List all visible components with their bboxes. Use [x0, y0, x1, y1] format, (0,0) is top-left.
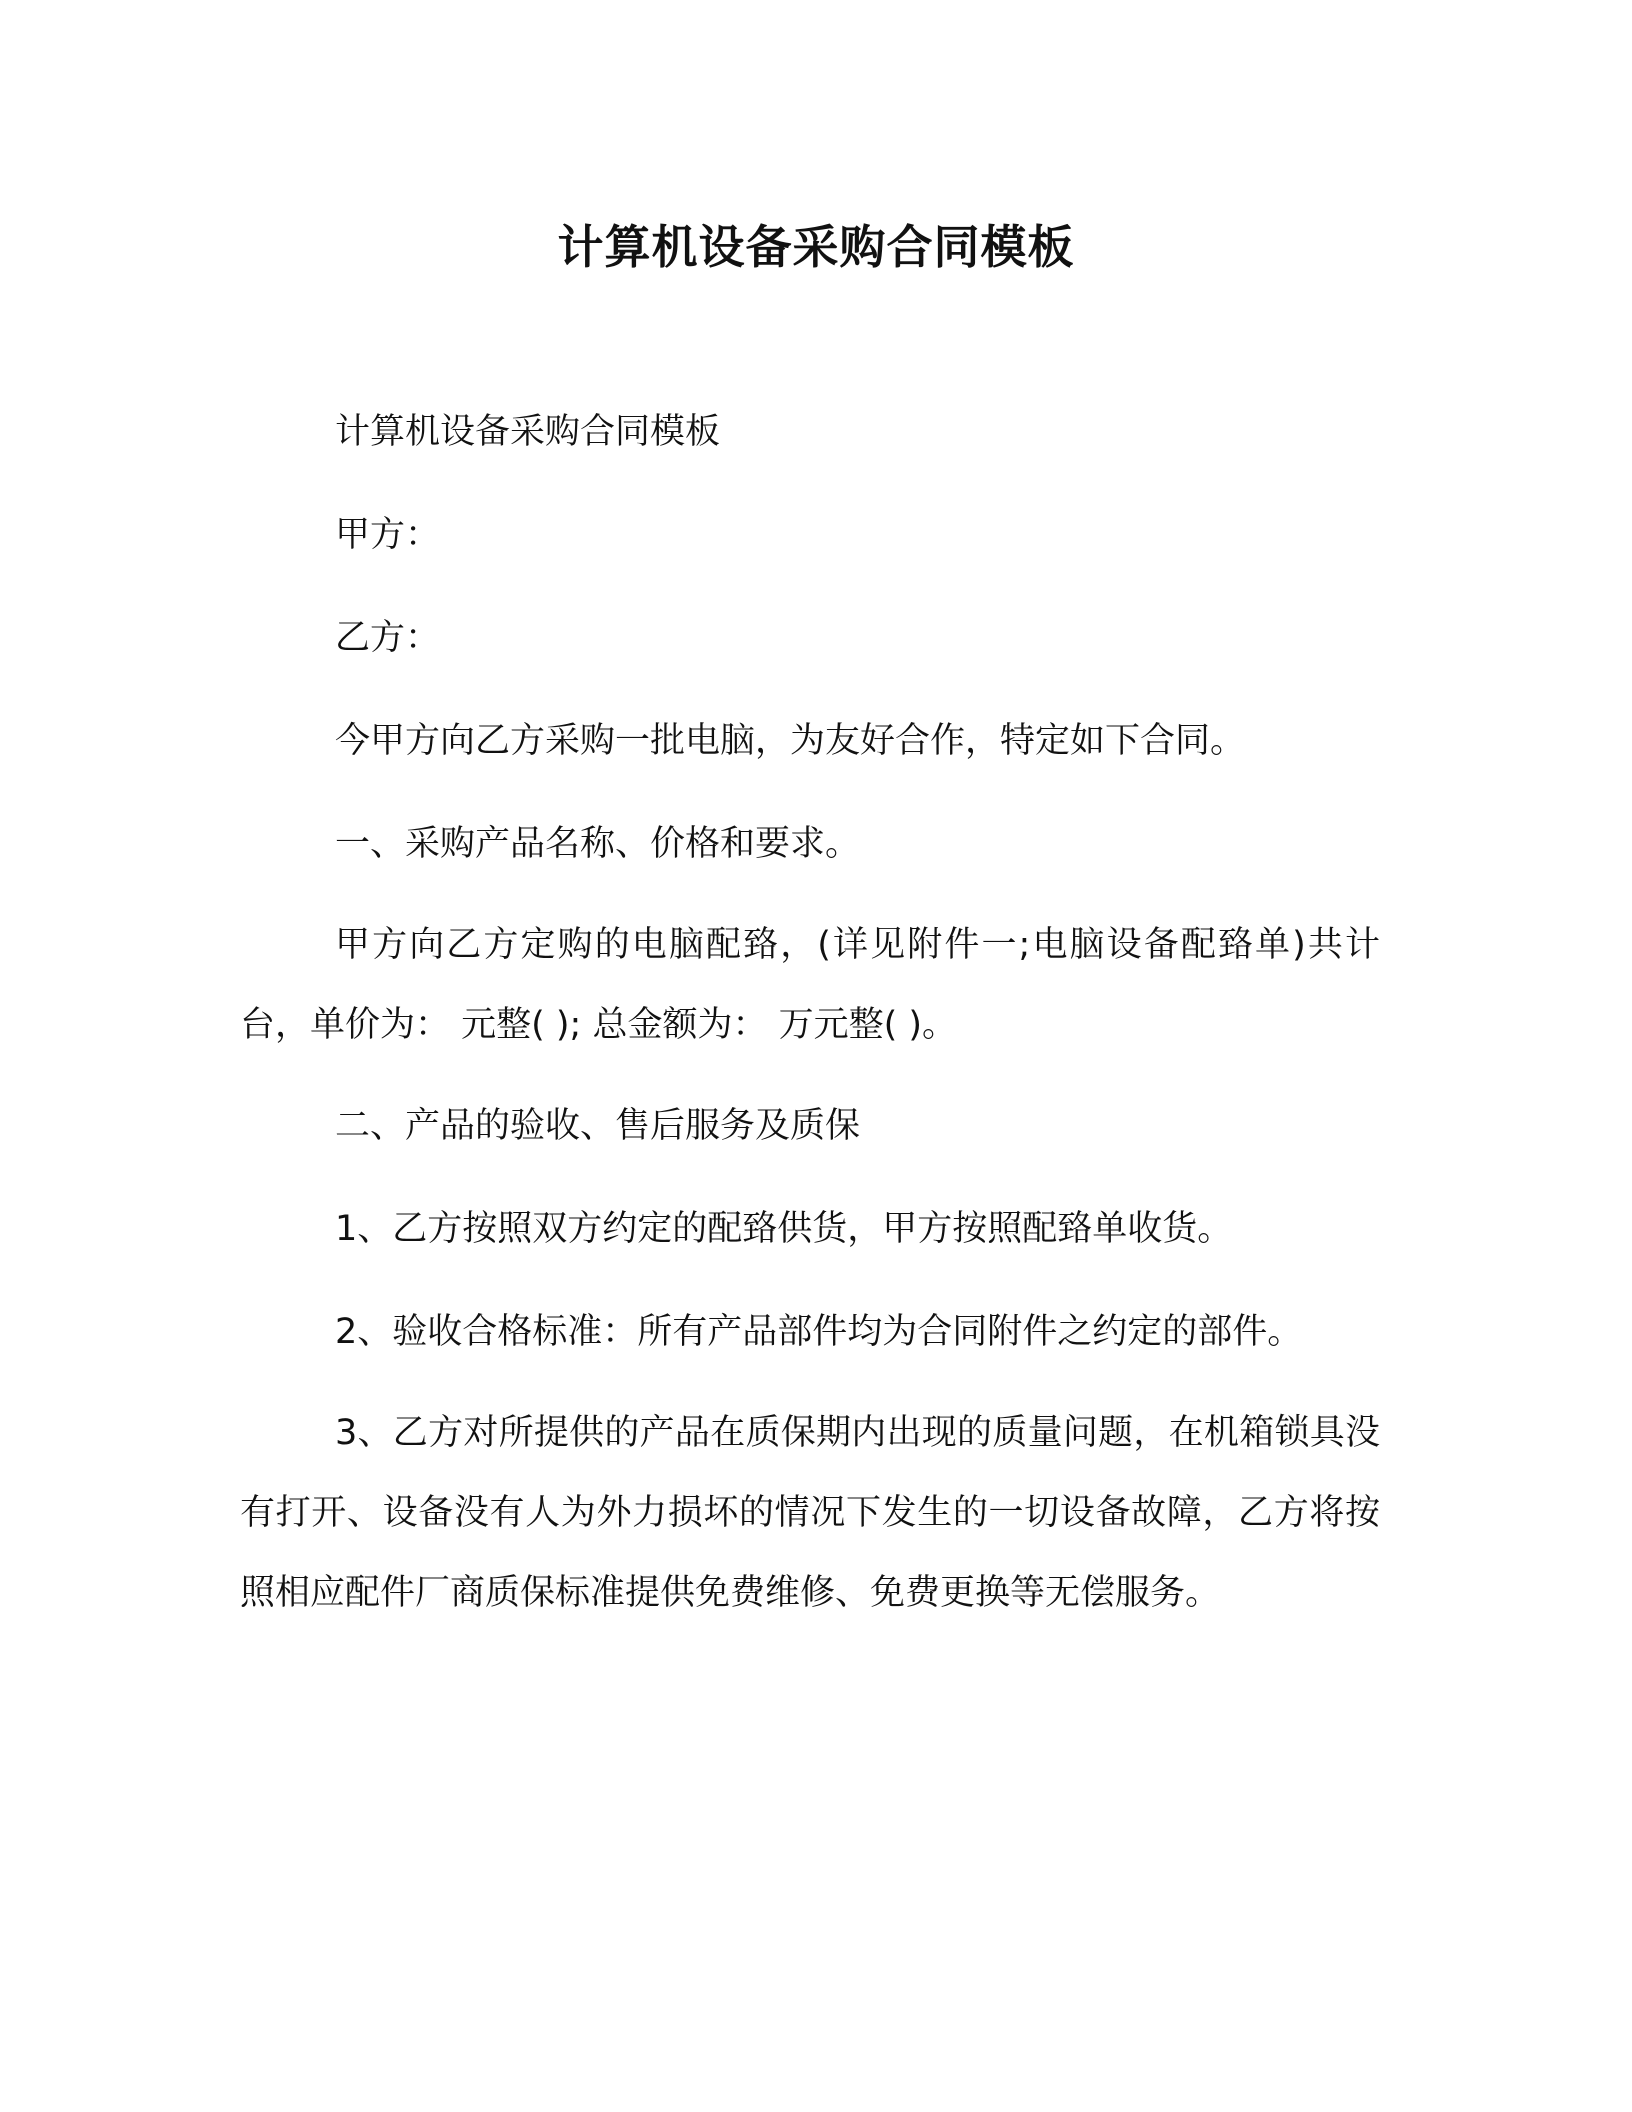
document-title: 计算机设备采购合同模板: [557, 220, 1075, 274]
paragraph-intro: 今甲方向乙方采购一批电脑，为友好合作，特定如下合同。: [335, 721, 1246, 761]
paragraph-item-1: 1、乙方按照双方约定的配臵供货，甲方按照配臵单收货。: [335, 1209, 1233, 1249]
paragraph-pricing: 甲方向乙方定购的电脑配臵，(详见附件一;电脑设备配臵单)共计 台，单价为： 元整( ); 总金额为： 万元整( )。: [240, 925, 1380, 1045]
paragraph-section-1-heading: 一、采购产品名称、价格和要求。: [335, 824, 861, 864]
document-body: [240, 390, 1380, 1652]
paragraph-item-2: 2、验收合格标准：所有产品部件均为合同附件之约定的部件。: [335, 1312, 1303, 1352]
paragraph-item-3: 3、乙方对所提供的产品在质保期内出现的质量问题，在机箱锁具没有打开、设备没有人为外力损坏的情况下发生的一切设备故障，乙方将按照相应配件厂商质保标准提供免费维修、免费更换等无偿服务。: [240, 1413, 1380, 1613]
paragraph-party-b: 乙方：: [335, 618, 441, 658]
paragraph-party-a: 甲方：: [335, 515, 441, 555]
paragraph-subtitle: 计算机设备采购合同模板: [335, 412, 721, 452]
paragraph-section-2-heading: 二、产品的验收、售后服务及质保: [335, 1106, 861, 1146]
